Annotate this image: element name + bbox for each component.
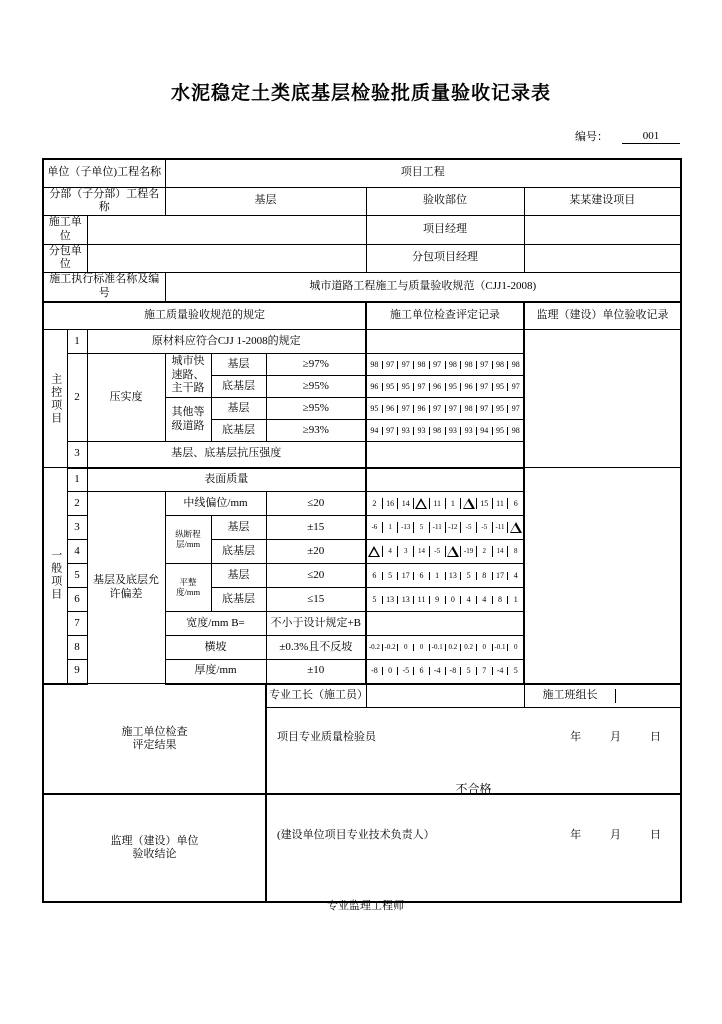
team-leader-value[interactable]: [616, 689, 680, 703]
record-cell[interactable]: 17: [398, 572, 414, 580]
record-cell[interactable]: 2: [367, 498, 383, 509]
record-cell[interactable]: -5: [430, 546, 446, 557]
record-cells: [367, 427, 523, 435]
record-cell[interactable]: 98: [367, 361, 383, 369]
record-cell[interactable]: 11: [414, 596, 430, 604]
main-row-3-text: 基层、底基层抗压强度: [87, 442, 366, 468]
general-row-2-item: 中线偏位/mm: [165, 492, 266, 516]
record-cell[interactable]: 97: [398, 361, 414, 369]
record-cell[interactable]: 14: [398, 498, 414, 509]
longitudinal-group-label: 纵断程层/mm: [165, 516, 211, 564]
road-class-2: 其他等级道路: [165, 398, 211, 442]
layer-label: 底基层: [211, 420, 266, 442]
record-cell[interactable]: 97: [430, 361, 446, 369]
general-row-7-records[interactable]: [366, 612, 524, 636]
record-cells: [367, 498, 523, 509]
record-cell[interactable]: 1: [383, 522, 399, 533]
record-cell[interactable]: 4: [477, 596, 493, 604]
record-cell[interactable]: 6: [513, 498, 518, 508]
record-cell[interactable]: 0: [383, 667, 399, 675]
road-class-1: 城市快速路、主干路: [165, 354, 211, 398]
contractor-result[interactable]: 不合格: [455, 782, 492, 797]
record-cell[interactable]: 98: [430, 427, 446, 435]
compaction-row-1-records[interactable]: [366, 354, 524, 376]
record-cell[interactable]: -19: [461, 546, 477, 557]
general-row-3-no: 3: [67, 516, 87, 540]
record-cell[interactable]: 0: [398, 644, 414, 651]
main-row-3-no: 3: [67, 442, 87, 468]
serial-label: 编号：: [575, 131, 608, 143]
deviation-label: 基层及底层允许偏差: [87, 492, 165, 684]
general-row-4-spec: ±20: [266, 540, 366, 564]
record-cell[interactable]: 97: [446, 405, 462, 413]
supervisor-conclusion-body: [266, 794, 681, 912]
main-row-1-text: 原材料应符合CJJ 1-2008的规定: [87, 330, 366, 354]
record-cell[interactable]: -5: [398, 667, 414, 675]
serial-number: [575, 128, 680, 144]
main-row-2-no: 2: [67, 354, 87, 442]
record-cell[interactable]: 5: [414, 522, 430, 533]
record-cell[interactable]: 96: [430, 383, 446, 391]
inspection-table: [42, 158, 682, 912]
project-manager-label: 项目经理: [366, 216, 524, 245]
record-cells: [367, 361, 523, 369]
page-title: 水泥稳定土类底基层检验批质量验收记录表: [170, 82, 551, 104]
record-cell[interactable]: -8: [446, 667, 462, 675]
general-row-4-records[interactable]: [366, 540, 524, 564]
record-cells: [367, 546, 523, 557]
record-cell[interactable]: 96: [383, 405, 399, 413]
record-cell-marked[interactable]: [414, 498, 430, 509]
record-cell[interactable]: 98: [414, 361, 430, 369]
record-cell[interactable]: 95: [367, 405, 383, 413]
record-cell[interactable]: 95: [493, 405, 509, 413]
record-cell-marked[interactable]: [367, 546, 383, 557]
record-cell[interactable]: -0.1: [493, 644, 509, 651]
record-cell[interactable]: 5: [513, 666, 518, 676]
general-row-9-item: 厚度/mm: [165, 660, 266, 684]
record-cell[interactable]: -11: [493, 522, 509, 533]
record-cell[interactable]: 8: [513, 547, 518, 555]
record-cell[interactable]: 97: [511, 403, 520, 413]
general-row-6-records[interactable]: [366, 588, 524, 612]
supervisor-responsible-label: (建设单位项目专业技术负责人）: [277, 828, 435, 841]
record-cell[interactable]: 94: [477, 427, 493, 435]
general-row-8-records[interactable]: [366, 636, 524, 660]
record-cell[interactable]: 0.2: [461, 644, 477, 651]
out-of-tolerance-triangle-icon: [510, 522, 522, 533]
general-row-8-item: 横坡: [165, 636, 266, 660]
subcontractor-label: 分包单位: [43, 244, 87, 273]
record-cell[interactable]: 11: [493, 498, 509, 509]
record-cell[interactable]: 94: [367, 427, 383, 435]
record-cell[interactable]: 95: [493, 427, 509, 435]
record-cell[interactable]: 0: [513, 643, 518, 651]
record-cell[interactable]: 4: [513, 570, 518, 580]
general-row-5-records[interactable]: [366, 564, 524, 588]
record-cell[interactable]: 16: [383, 498, 399, 509]
out-of-tolerance-triangle-icon: [463, 498, 475, 509]
foreman-label: 专业工长（施工员）: [266, 684, 366, 708]
compaction-row-2-records[interactable]: [366, 376, 524, 398]
general-row-9-records[interactable]: [366, 660, 524, 684]
record-cell[interactable]: -11: [430, 522, 446, 533]
acceptance-part-label: 验收部位: [366, 187, 524, 216]
record-cell[interactable]: 97: [414, 383, 430, 391]
serial-value[interactable]: 001: [622, 130, 680, 144]
record-cell[interactable]: -13: [398, 522, 414, 533]
supervisor-date-label[interactable]: 年 月 日: [570, 828, 671, 841]
record-cell[interactable]: 95: [398, 383, 414, 391]
record-cell[interactable]: -6: [367, 522, 383, 533]
record-cell-marked[interactable]: [446, 546, 462, 557]
general-row-6-no: 6: [67, 588, 87, 612]
layer-label: 底基层: [211, 376, 266, 398]
foreman-value[interactable]: [366, 684, 524, 708]
record-cell[interactable]: -4: [493, 667, 509, 675]
general-row-7-item: 宽度/mm B=: [165, 612, 266, 636]
record-cell[interactable]: -12: [446, 522, 462, 533]
general-row-5-no: 5: [67, 564, 87, 588]
general-row-2-records[interactable]: [366, 492, 524, 516]
general-items-group-label: 一般项目: [43, 468, 67, 684]
general-row-1-no: 1: [67, 468, 87, 492]
record-cell[interactable]: 17: [493, 572, 509, 580]
record-cell[interactable]: 3: [398, 546, 414, 557]
record-cell[interactable]: 98: [461, 361, 477, 369]
record-cell[interactable]: 15: [477, 498, 493, 509]
compaction-row-4-records[interactable]: [366, 420, 524, 442]
general-row-3-item: 基层: [211, 516, 266, 540]
record-cells: [367, 667, 523, 675]
record-cell[interactable]: 96: [367, 383, 383, 391]
general-row-9-no: 9: [67, 660, 87, 684]
record-cell[interactable]: 13: [446, 572, 462, 580]
main-items-group-label: 主控项目: [43, 330, 67, 468]
general-row-5-spec: ≤20: [266, 564, 366, 588]
record-cell[interactable]: -5: [477, 522, 493, 533]
main-items-supervisor-record[interactable]: [524, 330, 681, 468]
record-cell[interactable]: 97: [398, 405, 414, 413]
record-cells: [367, 522, 523, 533]
spec-value: ≥93%: [266, 420, 366, 442]
record-cell[interactable]: 96: [414, 405, 430, 413]
record-cell[interactable]: 1: [446, 498, 462, 509]
record-cell[interactable]: 14: [414, 546, 430, 557]
record-cell[interactable]: 95: [446, 383, 462, 391]
supervisor-engineer-label: 专业监理工程师: [327, 899, 405, 912]
general-row-2-spec: ≤20: [266, 492, 366, 516]
general-row-1-item: 表面质量: [87, 468, 366, 492]
record-cell[interactable]: 1: [513, 594, 518, 604]
record-cell[interactable]: 2: [477, 546, 493, 557]
division-project-label: 分部（子分部）工程名称: [43, 187, 165, 216]
project-manager-value[interactable]: [524, 216, 681, 245]
general-row-3-records[interactable]: [366, 516, 524, 540]
record-cell[interactable]: -0.1: [430, 644, 446, 651]
record-cell[interactable]: 97: [511, 381, 520, 391]
general-row-3-spec: ±15: [266, 516, 366, 540]
record-cell[interactable]: 4: [461, 596, 477, 604]
record-cell[interactable]: 97: [477, 405, 493, 413]
record-cell[interactable]: 98: [511, 425, 520, 435]
standard-label: 施工执行标准名称及编号: [43, 273, 165, 302]
unit-project-label: 单位（子单位)工程名称: [43, 159, 165, 187]
record-cell[interactable]: 93: [461, 427, 477, 435]
record-cell[interactable]: 97: [383, 427, 399, 435]
general-row-1-contractor-record[interactable]: [366, 468, 524, 492]
supervisor-record-header: 监理（建设）单位验收记录: [524, 302, 681, 330]
contractor-record-header: 施工单位检查评定记录: [366, 302, 524, 330]
general-row-8-no: 8: [67, 636, 87, 660]
spec-value: ≥95%: [266, 398, 366, 420]
contractor-date-label[interactable]: 年 月 日: [570, 730, 671, 743]
spec-column-header: 施工质量验收规范的规定: [43, 302, 366, 330]
record-cells: [367, 572, 523, 580]
record-cell[interactable]: 7: [477, 667, 493, 675]
general-items-supervisor-record[interactable]: [524, 468, 681, 684]
general-row-7-spec: 不小于设计规定+B: [266, 612, 366, 636]
record-cell[interactable]: 96: [461, 383, 477, 391]
record-cell[interactable]: -8: [367, 667, 383, 675]
general-row-4-no: 4: [67, 540, 87, 564]
unit-project-value[interactable]: 项目工程: [165, 159, 681, 187]
record-cell-marked[interactable]: [508, 522, 523, 533]
layer-label: 基层: [211, 354, 266, 376]
general-row-6-item: 底基层: [211, 588, 266, 612]
record-cell[interactable]: 97: [477, 361, 493, 369]
record-cells: [367, 405, 523, 413]
team-leader-cell: [524, 684, 681, 708]
out-of-tolerance-triangle-icon: [415, 498, 427, 509]
record-cell[interactable]: 95: [383, 383, 399, 391]
record-cell[interactable]: 98: [461, 405, 477, 413]
general-row-4-item: 底基层: [211, 540, 266, 564]
spec-value: ≥95%: [266, 376, 366, 398]
record-cell[interactable]: 11: [430, 498, 446, 509]
record-cell-marked[interactable]: [461, 498, 477, 509]
record-cell[interactable]: 0: [477, 644, 493, 651]
record-cell[interactable]: 13: [383, 596, 399, 604]
record-cells: [367, 383, 523, 391]
standard-value[interactable]: 城市道路工程施工与质量验收规范（CJJ1-2008): [165, 273, 681, 302]
record-cell[interactable]: 0.2: [446, 644, 462, 651]
main-row-1-no: 1: [67, 330, 87, 354]
record-cell[interactable]: 13: [398, 596, 414, 604]
record-cell[interactable]: -0.2: [367, 644, 383, 651]
record-cell[interactable]: 93: [398, 427, 414, 435]
record-cell[interactable]: 93: [446, 427, 462, 435]
construction-unit-label: 施工单位: [43, 216, 87, 245]
main-row-1-contractor-record[interactable]: [366, 330, 524, 354]
record-cell[interactable]: 5: [383, 572, 399, 580]
record-cell[interactable]: 95: [493, 383, 509, 391]
main-row-2-text: 压实度: [87, 354, 165, 442]
record-cells: [367, 644, 523, 651]
record-cell[interactable]: 6: [414, 572, 430, 580]
supervisor-conclusion-label: 监理（建设）单位 验收结论: [43, 794, 266, 902]
record-cell[interactable]: 6: [414, 667, 430, 675]
contractor-conclusion-label: 施工单位检查 评定结果: [43, 684, 266, 794]
out-of-tolerance-triangle-icon: [368, 546, 380, 557]
record-cell[interactable]: 93: [414, 427, 430, 435]
record-cell[interactable]: 8: [493, 596, 509, 604]
main-row-3-contractor-record[interactable]: [366, 442, 524, 468]
construction-unit-value[interactable]: [87, 216, 366, 245]
team-leader-label: 施工班组长: [525, 689, 617, 703]
record-cell[interactable]: 97: [477, 383, 493, 391]
record-cell[interactable]: 97: [383, 361, 399, 369]
sub-project-manager-value[interactable]: [524, 244, 681, 273]
record-cell[interactable]: 14: [493, 546, 509, 557]
record-cell[interactable]: 97: [430, 405, 446, 413]
record-cell[interactable]: 1: [430, 572, 446, 580]
out-of-tolerance-triangle-icon: [447, 546, 459, 557]
division-project-value[interactable]: 基层: [165, 187, 366, 216]
flatness-group-label: 平整度/mm: [165, 564, 211, 612]
contractor-conclusion-body: [266, 708, 681, 797]
record-cell[interactable]: 98: [493, 361, 509, 369]
record-cell[interactable]: 98: [511, 359, 520, 369]
record-cell[interactable]: 6: [367, 572, 383, 580]
general-row-7-no: 7: [67, 612, 87, 636]
record-cell[interactable]: 5: [461, 572, 477, 580]
compaction-row-3-records[interactable]: [366, 398, 524, 420]
spec-value: ≥97%: [266, 354, 366, 376]
inspector-label: 项目专业质量检验员: [277, 730, 377, 743]
record-cell[interactable]: 0: [446, 596, 462, 604]
general-row-5-item: 基层: [211, 564, 266, 588]
record-cell[interactable]: -4: [430, 667, 446, 675]
record-cell[interactable]: 98: [446, 361, 462, 369]
record-cell[interactable]: 5: [367, 596, 383, 604]
record-cell[interactable]: 5: [461, 667, 477, 675]
general-row-9-spec: ±10: [266, 660, 366, 684]
acceptance-part-value[interactable]: 某某建设项目: [524, 187, 681, 216]
record-cell[interactable]: 0: [414, 644, 430, 651]
record-cells: [367, 596, 523, 604]
record-cell[interactable]: -5: [461, 522, 477, 533]
record-cell[interactable]: 9: [430, 596, 446, 604]
sub-project-manager-label: 分包项目经理: [366, 244, 524, 273]
general-row-6-spec: ≤15: [266, 588, 366, 612]
record-cell[interactable]: -0.2: [383, 644, 399, 651]
layer-label: 基层: [211, 398, 266, 420]
subcontractor-value[interactable]: [87, 244, 366, 273]
general-row-8-spec: ±0.3%且不反坡: [266, 636, 366, 660]
record-cell[interactable]: 4: [383, 546, 399, 557]
general-row-2-no: 2: [67, 492, 87, 516]
record-cell[interactable]: 8: [477, 572, 493, 580]
